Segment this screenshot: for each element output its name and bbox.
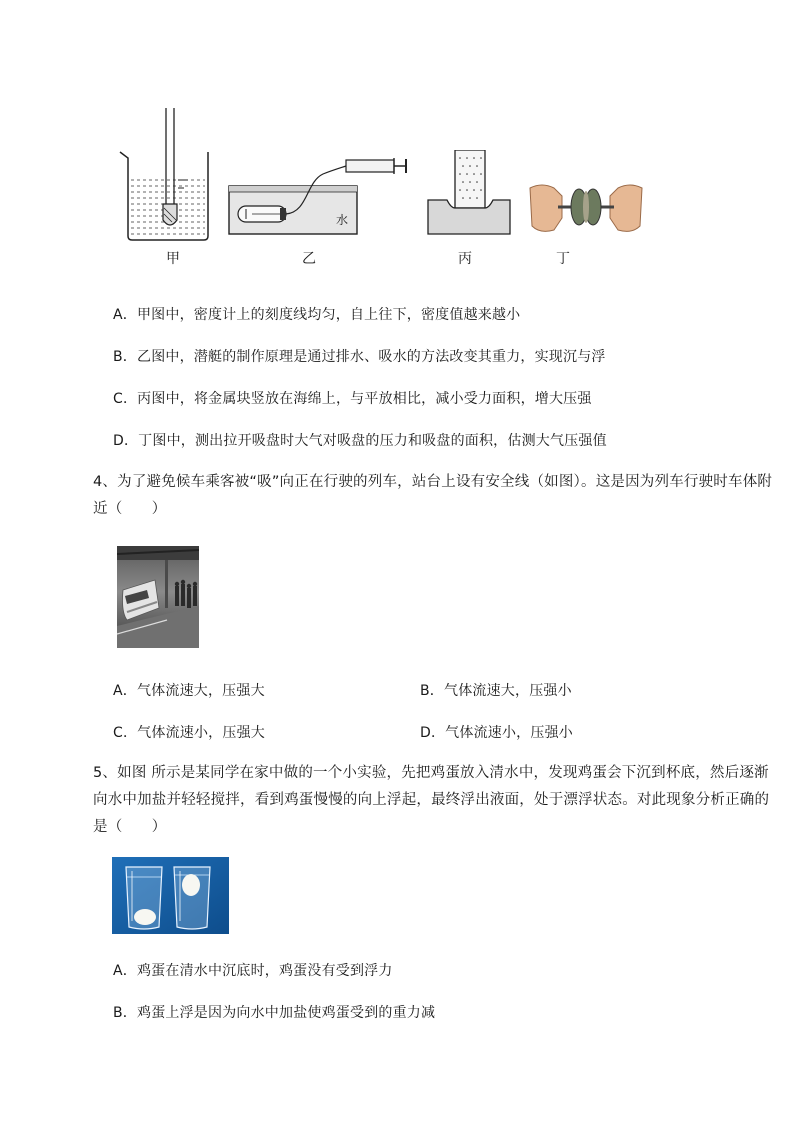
q4-stem: 4、为了避免候车乘客被“吸”向正在行驶的列车，站台上设有安全线（如图）。这是因为列车行驶时车体附近（ ） bbox=[93, 474, 773, 517]
figure-yi-submarine bbox=[228, 152, 414, 238]
figure-bing-sponge bbox=[427, 150, 511, 236]
q5-option-b[interactable]: B．鸡蛋上浮是因为向水中加盐使鸡蛋受到的重力减 bbox=[113, 1005, 436, 1021]
q4-train-photo bbox=[117, 546, 199, 648]
caption-bing: 丙 bbox=[458, 251, 472, 267]
q3-option-b[interactable]: B．乙图中，潜艇的制作原理是通过排水、吸水的方法改变其重力，实现沉与浮 bbox=[113, 349, 606, 365]
q3-option-c[interactable]: C．丙图中，将金属块竖放在海绵上，与平放相比，减小受力面积，增大压强 bbox=[113, 391, 592, 407]
caption-jia: 甲 bbox=[166, 251, 180, 267]
q5-option-a[interactable]: A．鸡蛋在清水中沉底时，鸡蛋没有受到浮力 bbox=[113, 963, 393, 979]
q4-option-b[interactable]: B．气体流速大，压强小 bbox=[420, 683, 572, 699]
q3-option-a[interactable]: A．甲图中，密度计上的刻度线均匀，自上往下，密度值越来越小 bbox=[113, 307, 521, 323]
figure-jia-beaker bbox=[114, 108, 214, 243]
caption-ding: 丁 bbox=[556, 251, 570, 267]
q4-option-c[interactable]: C．气体流速小，压强大 bbox=[113, 725, 265, 741]
figure-ding-suction-cups bbox=[528, 178, 644, 238]
q5-egg-photo bbox=[112, 857, 229, 934]
q3-option-d[interactable]: D．丁图中，测出拉开吸盘时大气对吸盘的压力和吸盘的面积，估测大气压强值 bbox=[113, 433, 607, 449]
q4-option-d[interactable]: D．气体流速小，压强小 bbox=[420, 725, 573, 741]
q5-stem: 5、如图 所示是某同学在家中做的一个小实验，先把鸡蛋放入清水中，发现鸡蛋会下沉到杯底，然后逐渐向水中加盐并轻轻搅拌，看到鸡蛋慢慢的向上浮起，最终浮出液面，处于漂浮状态。对此现象分析正确的是（ ） bbox=[93, 765, 770, 835]
caption-yi: 乙 bbox=[302, 251, 316, 267]
q4-option-a[interactable]: A．气体流速大，压强大 bbox=[113, 683, 265, 699]
caption-water: 水 bbox=[336, 213, 349, 227]
